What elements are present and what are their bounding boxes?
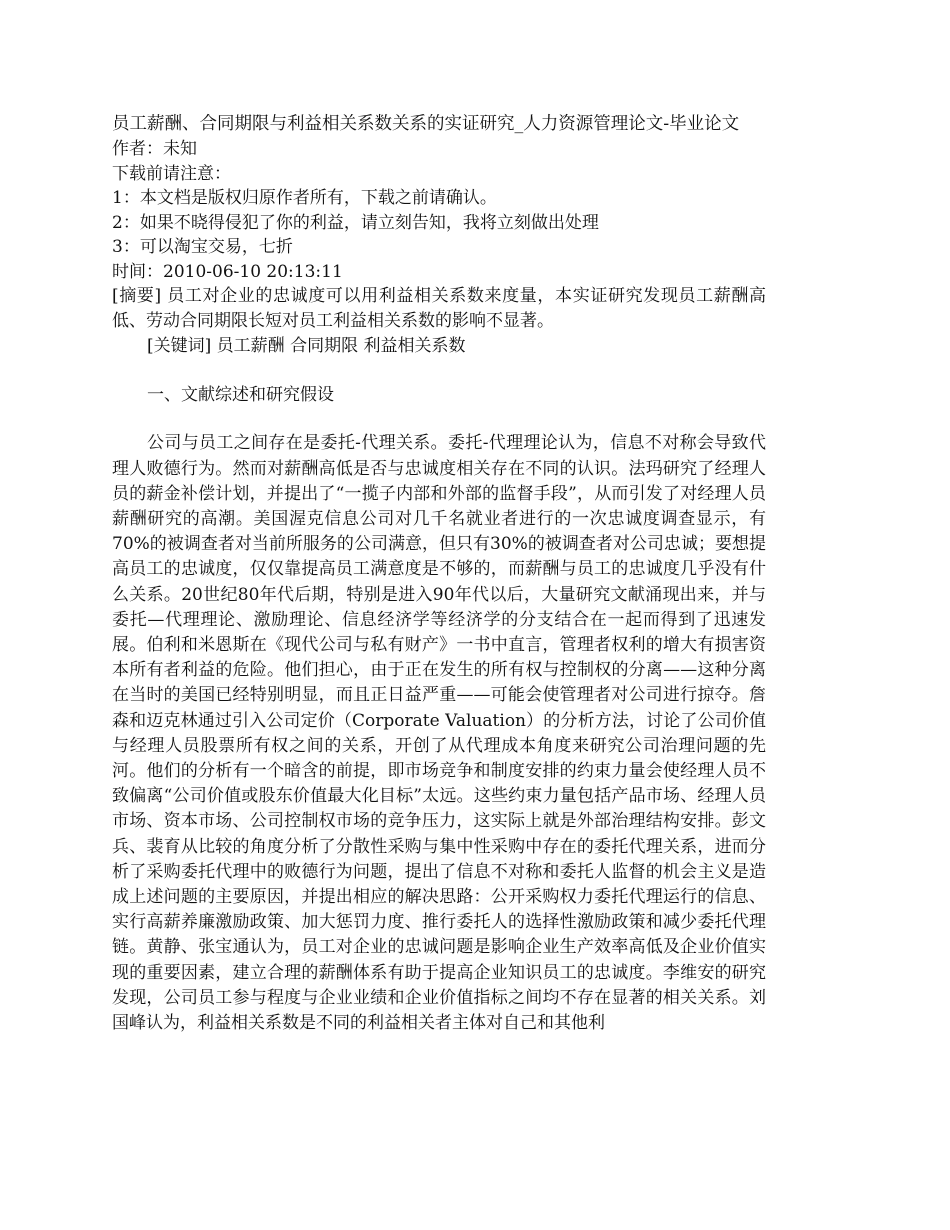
notice-heading: 下载前请注意： [112,163,231,184]
abstract: [摘要] 员工对企业的忠诚度可以用利益相关系数来度量，本实证研究发现员工薪酬高低、劳动合同期限长短对员工利益相关系数的影响不显著。 [112,286,766,332]
section-heading: 一、文献综述和研究假设 [147,384,334,405]
document-page [112,112,766,1036]
timestamp: 时间：2010-06-10 20:13:11 [112,261,343,282]
notice-item: 2：如果不晓得侵犯了你的利益，请立刻告知，我将立刻做出处理 [112,212,599,233]
keywords: [关键词] 员工薪酬 合同期限 利益相关系数 [147,336,466,357]
author-line: 作者：未知 [112,139,197,159]
notice-item: 1：本文档是版权归原作者所有，下载之前请确认。 [112,188,497,208]
notice-item: 3：可以淘宝交易，七折 [112,237,293,257]
document-title: 员工薪酬、合同期限与利益相关系数关系的实证研究_人力资源管理论文-毕业论文 [112,114,740,134]
body-paragraph: 公司与员工之间存在是委托-代理关系。委托-代理理论认为，信息不对称会导致代理人败德行为。然而对薪酬高低是否与忠诚度相关存在不同的认识。法玛研究了经理人员的薪金补偿计划，并提出了“一揽子内部和外部的监督手段”，从而引发了对经理人员薪酬研究的高潮。美国渥克信息公司对几千名就业者进行的一次忠诚度调查显示，有70%的被调查者对当前所服务的公司满意，但只有30%的被调查者对公司忠诚；要想提高员工的忠诚度，仅仅靠提高员工满意度是不够的，而薪酬与员工的忠诚度几乎没有什么关系。20世纪80年代后期，特别是进入90年代以后，大量研究文献涌现出来，并与委托—代理理论、激励理论、信息经济学等经济学的分支结合在一起而得到了迅速发展。伯利和米恩斯在《现代公司与私有财产》一书中直言，管理者权利的增大有损害资本所有者利益的危险。他们担心，由于正在发生的所有权与控制权的分离——这种分离在当时的美国已经特别明显，而且正日益严重——可能会使管理者对公司进行掠夺。詹森和迈克林通过引入公司定价（Corporate Valuation）的分析方法，讨论了公司价值与经理人员股票所有权之间的关系，开创了从代理成本角度来研究公司治理问题的先河。他们的分析有一个暗含的前提，即市场竞争和制度安排的约束力量会使经理人员不致偏离“公司价值或股东价值最大化目标”太远。这些约束力量包括产品市场、经理人员市场、资本市场、公司控制权市场的竞争压力，这实际上就是外部治理结构安排。彭文兵、裴育从比较的角度分析了分散性采购与集中性采购中存在的委托代理关系，进而分析了采购委托代理中的败德行为问题，提出了信息不对称和委托人监督的机会主义是造成上述问题的主要原因，并提出相应的解决思路：公开采购权力委托代理运行的信息、实行高薪养廉激励政策、加大惩罚力度、推行委托人的选择性激励政策和减少委托代理链。黄静、张宝通认为，员工对企业的忠诚问题是影响企业生产效率高低及企业价值实现的重要因素，建立合理的薪酬体系有助于提高企业知识员工的忠诚度。李维安的研究发现，公司员工参与程度与企业业绩和企业价值指标之间均不存在显著的相关关系。刘国峰认为，利益相关系数是不同的利益相关者主体对自己和其他利 [112,433,766,1034]
